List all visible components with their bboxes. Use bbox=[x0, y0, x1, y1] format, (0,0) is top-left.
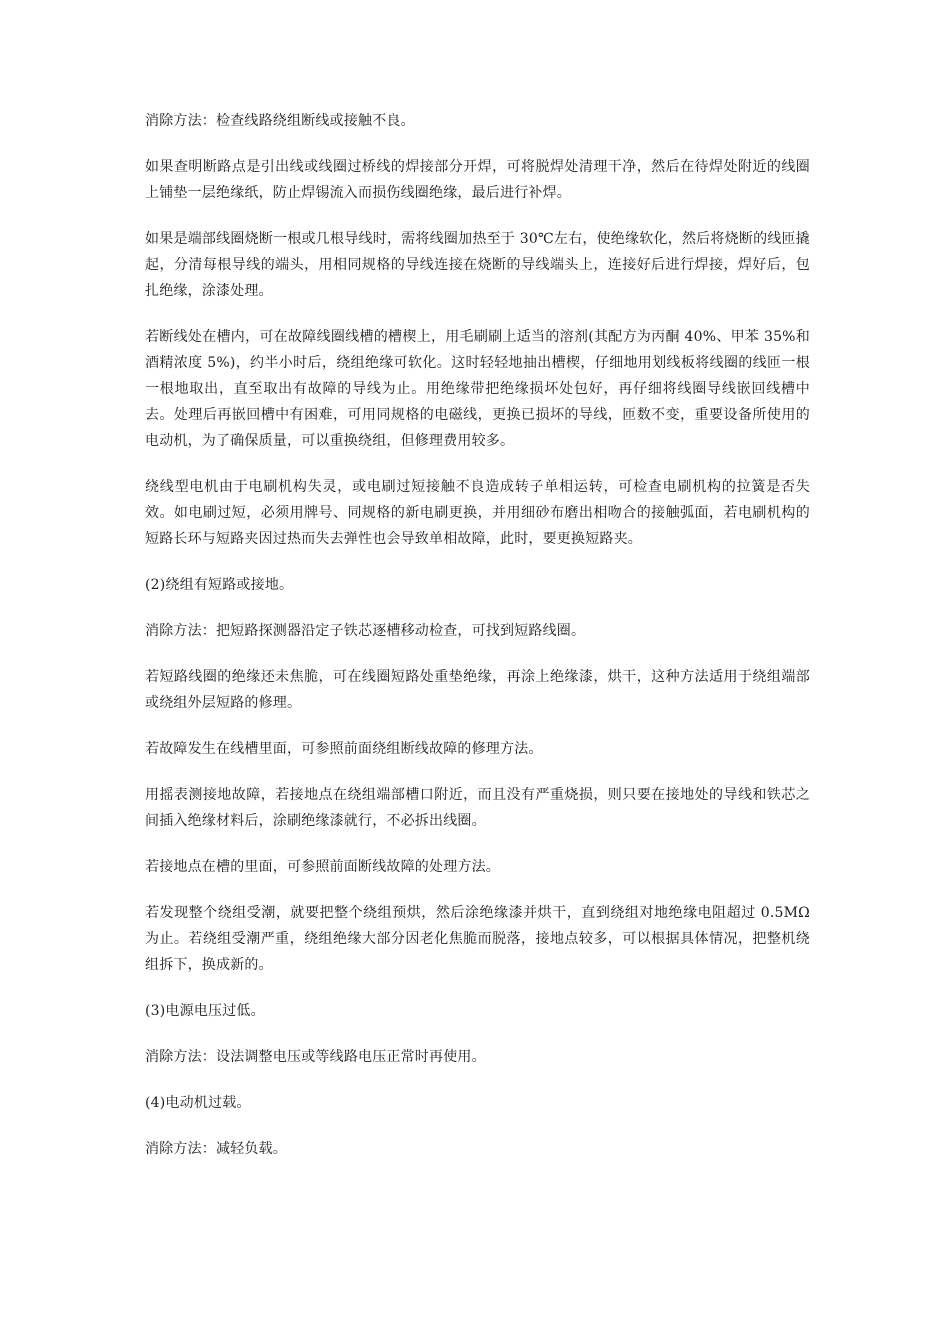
paragraph-ground-in-slot: 若接地点在槽的里面，可参照前面断线故障的处理方法。 bbox=[145, 859, 500, 875]
paragraph-open-weld: 如果查明断路点是引出线或线圈过桥线的焊接部分开焊，可将脱焊处清理干净，然后在待焊处附近的线圈上铺垫一层绝缘纸，防止焊锡流入而损伤线圈绝缘，最后进行补焊。 bbox=[145, 159, 810, 201]
heading-low-voltage: (3)电源电压过低。 bbox=[145, 1003, 265, 1019]
paragraph-megger-ground-test: 用摇表测接地故障，若接地点在绕组端部槽口附近，而且没有严重烧损，则只要在接地处的导线和铁芯之间插入绝缘材料后，涂刷绝缘漆就行，不必拆出线圈。 bbox=[145, 787, 810, 829]
paragraph-end-coil-burnt: 如果是端部线圈烧断一根或几根导线时，需将线圈加热至于 30℃左右，使绝缘软化，然后将烧断的线匝撬起，分清每根导线的端头，用相同规格的导线连接在烧断的导线端头上，连接好后进行焊接，焊好后，包扎绝缘，涂漆处理。 bbox=[145, 231, 810, 299]
heading-motor-overload: (4)电动机过载。 bbox=[145, 1095, 251, 1111]
heading-short-or-ground: (2)绕组有短路或接地。 bbox=[145, 577, 294, 593]
paragraph-fault-in-slot: 若故障发生在线槽里面，可参照前面绕组断线故障的修理方法。 bbox=[145, 741, 543, 757]
paragraph-break-in-slot: 若断线处在槽内，可在故障线圈线槽的槽楔上，用毛刷刷上适当的溶剂(其配方为丙酮 40%、甲苯 35%和酒精浓度 5%)，约半小时后，绕组绝缘可软化。这时轻轻地抽出槽楔，仔细地用划线板将线圈的线匝一根一根地取出，直至取出有故障的导线为止。用绝缘带把绝缘损坏处包好，再仔细将线圈导线嵌回线槽中去。处理后再嵌回槽中有困难，可用同规格的电磁线，更换已损坏的导线，匝数不变，重要设备所使用的电动机，为了确保质量，可以重换绕组，但修理费用较多。 bbox=[145, 329, 810, 449]
document-body bbox=[145, 108, 810, 1182]
paragraph-remedy-check-wiring: 消除方法：检查线路绕组断线或接触不良。 bbox=[145, 113, 415, 129]
paragraph-remedy-short-detector: 消除方法：把短路探测器沿定子铁芯逐槽移动检查，可找到短路线圈。 bbox=[145, 623, 586, 639]
paragraph-wound-rotor-brush: 绕线型电机由于电刷机构失灵，或电刷过短接触不良造成转子单相运转，可检查电刷机构的拉簧是否失效。如电刷过短，必须用牌号、同规格的新电刷更换，并用细砂布磨出相吻合的接触弧面，若电刷机构的短路长环与短路夹因过热而失去弹性也会导致单相故障，此时，要更换短路夹。 bbox=[145, 479, 810, 547]
paragraph-reinsulate-short: 若短路线圈的绝缘还未焦脆，可在线圈短路处重垫绝缘，再涂上绝缘漆，烘干，这种方法适用于绕组端部或绕组外层短路的修理。 bbox=[145, 669, 810, 711]
paragraph-remedy-reduce-load: 消除方法：减轻负载。 bbox=[145, 1141, 287, 1157]
paragraph-remedy-adjust-voltage: 消除方法：设法调整电压或等线路电压正常时再使用。 bbox=[145, 1049, 486, 1065]
paragraph-damp-winding: 若发现整个绕组受潮，就要把整个绕组预烘，然后涂绝缘漆并烘干，直到绕组对地绝缘电阻超过 0.5MΩ 为止。若绕组受潮严重，绕组绝缘大部分因老化焦脆而脱落，接地点较多，可以根据具体情况，把整机绕组拆下，换成新的。 bbox=[145, 905, 810, 973]
